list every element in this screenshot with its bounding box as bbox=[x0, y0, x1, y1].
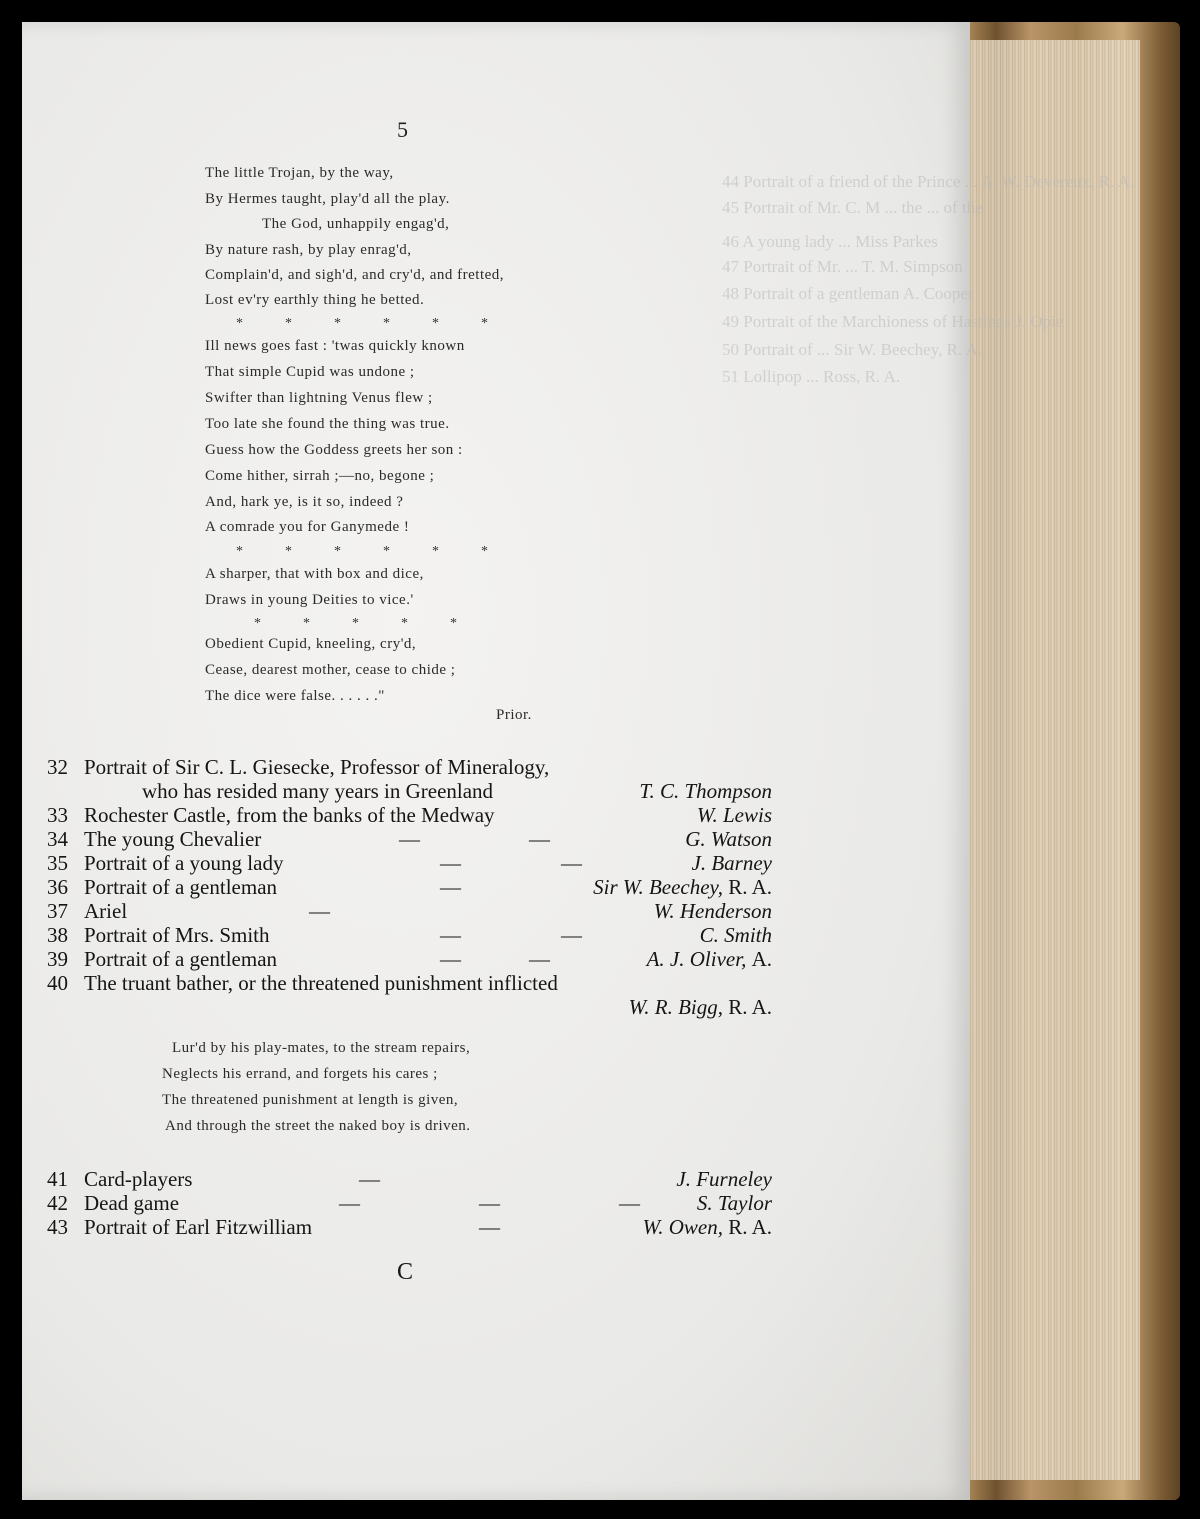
catalogue-entry bbox=[47, 827, 772, 853]
artist-name: C. Smith bbox=[699, 923, 772, 947]
asterisk: * bbox=[303, 616, 310, 631]
asterism bbox=[236, 544, 530, 560]
artist-name: W. Owen, bbox=[642, 1215, 723, 1239]
poem-line: A comrade you for Ganymede ! bbox=[205, 519, 410, 535]
poem-line: The dice were false. . . . . ." bbox=[205, 688, 385, 704]
entry-title: Portrait of a young lady bbox=[84, 851, 284, 875]
poem-attribution: Prior. bbox=[496, 707, 532, 723]
entry-number: 38 bbox=[47, 923, 68, 947]
poem-line: Neglects his errand, and forgets his cares ; bbox=[162, 1066, 438, 1082]
asterisk: * bbox=[401, 616, 408, 631]
poem-line: By Hermes taught, play'd all the play. bbox=[205, 191, 450, 207]
entry-number: 32 bbox=[47, 755, 68, 779]
dash-leader: — bbox=[479, 1191, 500, 1215]
book-page-block bbox=[965, 40, 1140, 1480]
artist-name: T. C. Thompson bbox=[639, 779, 772, 803]
dash-leader: — bbox=[399, 827, 420, 851]
asterisk: * bbox=[285, 544, 292, 559]
artist-name: J. Barney bbox=[691, 851, 772, 875]
asterisk: * bbox=[236, 316, 243, 331]
entry-title: The young Chevalier bbox=[84, 827, 262, 851]
poem-line: Ill news goes fast : 'twas quickly known bbox=[205, 338, 465, 354]
catalogue-entry bbox=[47, 947, 772, 973]
entry-title: Portrait of a gentleman bbox=[84, 947, 278, 971]
signature-mark: C bbox=[397, 1259, 414, 1285]
poem-line: A sharper, that with box and dice, bbox=[205, 566, 424, 582]
page-number: 5 bbox=[397, 117, 408, 142]
entry-artist bbox=[647, 947, 772, 972]
entry-title: Ariel bbox=[84, 899, 128, 923]
asterisk: * bbox=[334, 544, 341, 559]
poem-line: Come hither, sirrah ;—no, begone ; bbox=[205, 468, 435, 484]
entry-artist bbox=[692, 851, 772, 876]
dash-leader: — bbox=[309, 899, 330, 923]
poem-line: And through the street the naked boy is driven. bbox=[165, 1118, 471, 1134]
poem-line: By nature rash, by play enrag'd, bbox=[205, 242, 412, 258]
asterisk: * bbox=[383, 316, 390, 331]
poem-line: And, hark ye, is it so, indeed ? bbox=[205, 494, 404, 510]
artist-honorific: R. A. bbox=[728, 1215, 772, 1239]
entry-number: 40 bbox=[47, 971, 68, 995]
catalogue-entry bbox=[47, 755, 772, 781]
catalogue-entry bbox=[47, 875, 772, 901]
asterisk: * bbox=[383, 544, 390, 559]
artist-name: S. Taylor bbox=[696, 1191, 772, 1215]
bleed-line: 47 Portrait of Mr. ... T. M. Simpson bbox=[722, 257, 963, 276]
asterisk: * bbox=[481, 544, 488, 559]
asterism bbox=[254, 616, 499, 632]
dash-leader: — bbox=[529, 827, 550, 851]
artist-name: W. R. Bigg, bbox=[628, 995, 723, 1019]
asterisk: * bbox=[352, 616, 359, 631]
entry-number: 37 bbox=[47, 899, 68, 923]
poem-line: Lur'd by his play-mates, to the stream repairs, bbox=[172, 1040, 471, 1056]
dash-leader: — bbox=[619, 1191, 640, 1215]
asterisk: * bbox=[285, 316, 292, 331]
catalogue-entry bbox=[47, 995, 772, 1021]
catalogue-entry bbox=[47, 851, 772, 877]
poem-line: The God, unhappily engag'd, bbox=[262, 216, 450, 232]
dash-leader: — bbox=[440, 923, 461, 947]
entry-artist bbox=[697, 803, 772, 828]
entry-artist bbox=[700, 923, 772, 948]
entry-artist bbox=[685, 827, 772, 852]
catalogue-entry bbox=[47, 1215, 772, 1241]
bleed-line: 48 Portrait of a gentleman A. Cooper bbox=[722, 284, 974, 303]
dash-leader: — bbox=[339, 1191, 360, 1215]
entry-title: Card-players bbox=[84, 1167, 193, 1191]
bleed-line: 50 Portrait of ... Sir W. Beechey, R. A. bbox=[722, 340, 983, 359]
entry-title: who has resided many years in Greenland bbox=[142, 779, 494, 803]
poem-line: Obedient Cupid, kneeling, cry'd, bbox=[205, 636, 417, 652]
asterisk: * bbox=[432, 316, 439, 331]
book-page bbox=[22, 22, 1135, 1500]
poem-line: Complain'd, and sigh'd, and cry'd, and fretted, bbox=[205, 267, 505, 283]
entry-artist bbox=[593, 875, 772, 900]
artist-honorific: R. A. bbox=[728, 995, 772, 1019]
entry-artist bbox=[643, 1215, 772, 1240]
asterisk: * bbox=[236, 544, 243, 559]
artist-name: W. Henderson bbox=[653, 899, 772, 923]
bleed-line: 46 A young lady ... Miss Parkes bbox=[722, 232, 938, 251]
catalogue-entry bbox=[47, 1191, 772, 1217]
entry-artist bbox=[654, 899, 772, 924]
poem-line: Guess how the Goddess greets her son : bbox=[205, 442, 463, 458]
bleed-line: 44 Portrait of a friend of the Prince ... A. W. Devereux, R. A. bbox=[722, 172, 1135, 191]
poem-line: Draws in young Deities to vice.' bbox=[205, 592, 414, 608]
dash-leader: — bbox=[359, 1167, 380, 1191]
dash-leader: — bbox=[529, 947, 550, 971]
entry-artist bbox=[697, 1191, 772, 1216]
catalogue-entry bbox=[47, 803, 772, 829]
entry-title: Portrait of Sir C. L. Giesecke, Professor of Mineralogy, bbox=[84, 755, 550, 779]
dash-leader: — bbox=[561, 923, 582, 947]
bleed-line: 45 Portrait of Mr. C. M ... the ... of the bbox=[722, 198, 983, 217]
poem-line: Cease, dearest mother, cease to chide ; bbox=[205, 662, 456, 678]
catalogue-entry bbox=[47, 779, 772, 805]
entry-number: 35 bbox=[47, 851, 68, 875]
bleed-line: 49 Portrait of the Marchioness of Hastings J. Opie bbox=[722, 312, 1064, 331]
asterisk: * bbox=[254, 616, 261, 631]
entry-number: 41 bbox=[47, 1167, 68, 1191]
catalogue-entry bbox=[47, 971, 772, 997]
entry-title: Rochester Castle, from the banks of the Medway bbox=[84, 803, 495, 827]
entry-number: 36 bbox=[47, 875, 68, 899]
dash-leader: — bbox=[440, 947, 461, 971]
asterisk: * bbox=[450, 616, 457, 631]
poem-line: Too late she found the thing was true. bbox=[205, 416, 450, 432]
dash-leader: — bbox=[561, 851, 582, 875]
catalogue-entry bbox=[47, 923, 772, 949]
dash-leader: — bbox=[440, 875, 461, 899]
asterism bbox=[236, 316, 530, 332]
entry-number: 43 bbox=[47, 1215, 68, 1239]
entry-artist bbox=[639, 779, 772, 804]
entry-title: Portrait of Mrs. Smith bbox=[84, 923, 270, 947]
artist-name: A. J. Oliver, bbox=[646, 947, 747, 971]
bleed-line: 51 Lollipop ... Ross, R. A. bbox=[722, 367, 901, 386]
artist-name: W. Lewis bbox=[696, 803, 772, 827]
entry-number: 39 bbox=[47, 947, 68, 971]
entry-artist bbox=[676, 1167, 772, 1192]
artist-name: G. Watson bbox=[685, 827, 772, 851]
artist-honorific: A. bbox=[751, 947, 772, 971]
artist-name: J. Furneley bbox=[676, 1167, 772, 1191]
poem-line: Lost ev'ry earthly thing he betted. bbox=[205, 292, 425, 308]
entry-title: Portrait of Earl Fitzwilliam bbox=[84, 1215, 313, 1239]
entry-number: 34 bbox=[47, 827, 68, 851]
artist-name: Sir W. Beechey, bbox=[593, 875, 723, 899]
poem-line: Swifter than lightning Venus flew ; bbox=[205, 390, 433, 406]
entry-title: The truant bather, or the threatened punishment inflicted bbox=[84, 971, 558, 995]
asterisk: * bbox=[334, 316, 341, 331]
asterisk: * bbox=[432, 544, 439, 559]
poem-line: The little Trojan, by the way, bbox=[205, 165, 394, 181]
poem-line: The threatened punishment at length is given, bbox=[162, 1092, 459, 1108]
entry-title: Portrait of a gentleman bbox=[84, 875, 278, 899]
poem-line: That simple Cupid was undone ; bbox=[205, 364, 415, 380]
entry-number: 42 bbox=[47, 1191, 68, 1215]
dash-leader: — bbox=[479, 1215, 500, 1239]
catalogue-entry bbox=[47, 1167, 772, 1193]
dash-leader: — bbox=[440, 851, 461, 875]
entry-artist bbox=[629, 995, 772, 1020]
entry-number: 33 bbox=[47, 803, 68, 827]
asterisk: * bbox=[481, 316, 488, 331]
catalogue-entry bbox=[47, 899, 772, 925]
artist-honorific: R. A. bbox=[728, 875, 772, 899]
entry-title: Dead game bbox=[84, 1191, 180, 1215]
